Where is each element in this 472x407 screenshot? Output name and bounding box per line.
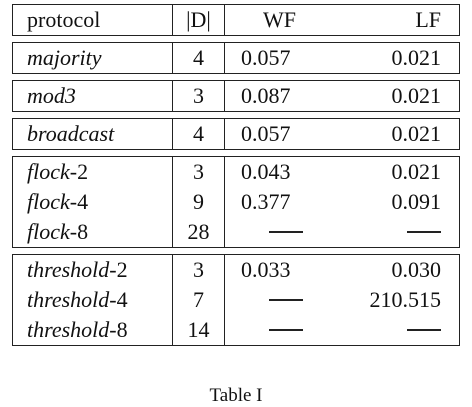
dash-mark: [407, 231, 441, 233]
cell-lf: 0.021: [391, 83, 441, 108]
cell-protocol: flock -2: [13, 157, 173, 187]
table-row: [13, 255, 459, 285]
cell-protocol: majority: [13, 43, 173, 73]
cell-d: 3: [173, 255, 225, 285]
table-row: [13, 187, 459, 217]
cell-protocol: flock -4: [13, 187, 173, 217]
cell-lf: 0.030: [391, 257, 441, 282]
cell-lf: 0.021: [391, 159, 441, 184]
cell-d: 3: [173, 81, 225, 111]
cell-lf: [319, 217, 459, 247]
cell-lf: [319, 315, 459, 345]
cell-d: 3: [173, 157, 225, 187]
cell-wf: 0.377: [241, 189, 291, 214]
cell-wf: 0.043: [241, 159, 291, 184]
cell-d: 28: [173, 217, 225, 247]
cell-wf: 0.057: [241, 45, 291, 70]
cell-d: 4: [173, 119, 225, 149]
cell-wf: [225, 315, 319, 345]
cell-lf: 0.021: [391, 121, 441, 146]
cell-d: 9: [173, 187, 225, 217]
results-table: [12, 4, 460, 352]
table-group: [12, 118, 460, 150]
table-row: [13, 285, 459, 315]
cell-wf: [225, 217, 319, 247]
cell-protocol: threshold -2: [13, 255, 173, 285]
table-row: [13, 315, 459, 345]
cell-protocol: threshold -4: [13, 285, 173, 315]
table-row: [13, 217, 459, 247]
table-row: [13, 157, 459, 187]
table-row: [13, 43, 459, 73]
header-lf: LF: [415, 7, 441, 32]
cell-protocol: broadcast: [13, 119, 173, 149]
cell-protocol: threshold -8: [13, 315, 173, 345]
dash-mark: [269, 329, 303, 331]
table-group: [12, 42, 460, 74]
cell-wf: [225, 285, 319, 315]
table-group: [12, 80, 460, 112]
cell-lf: 0.091: [391, 189, 441, 214]
cell-wf: 0.087: [241, 83, 291, 108]
dash-mark: [407, 329, 441, 331]
cell-lf: 210.515: [369, 287, 441, 312]
table-body: [12, 42, 460, 346]
cell-d: 7: [173, 285, 225, 315]
dash-mark: [269, 231, 303, 233]
table-header: [12, 4, 460, 36]
header-protocol: protocol: [13, 5, 173, 35]
table-group: [12, 254, 460, 346]
header-row: [13, 5, 459, 35]
dash-mark: [269, 299, 303, 301]
table-row: [13, 81, 459, 111]
cell-d: 14: [173, 315, 225, 345]
table-row: [13, 119, 459, 149]
cell-wf: 0.057: [241, 121, 291, 146]
cell-d: 4: [173, 43, 225, 73]
header-d: |D|: [173, 5, 225, 35]
header-wf: WF: [263, 7, 296, 32]
cell-wf: 0.033: [241, 257, 291, 282]
cell-protocol: flock -8: [13, 217, 173, 247]
table-caption: Table I: [209, 385, 263, 406]
table-group: [12, 156, 460, 248]
cell-protocol: mod3: [13, 81, 173, 111]
cell-lf: 0.021: [391, 45, 441, 70]
